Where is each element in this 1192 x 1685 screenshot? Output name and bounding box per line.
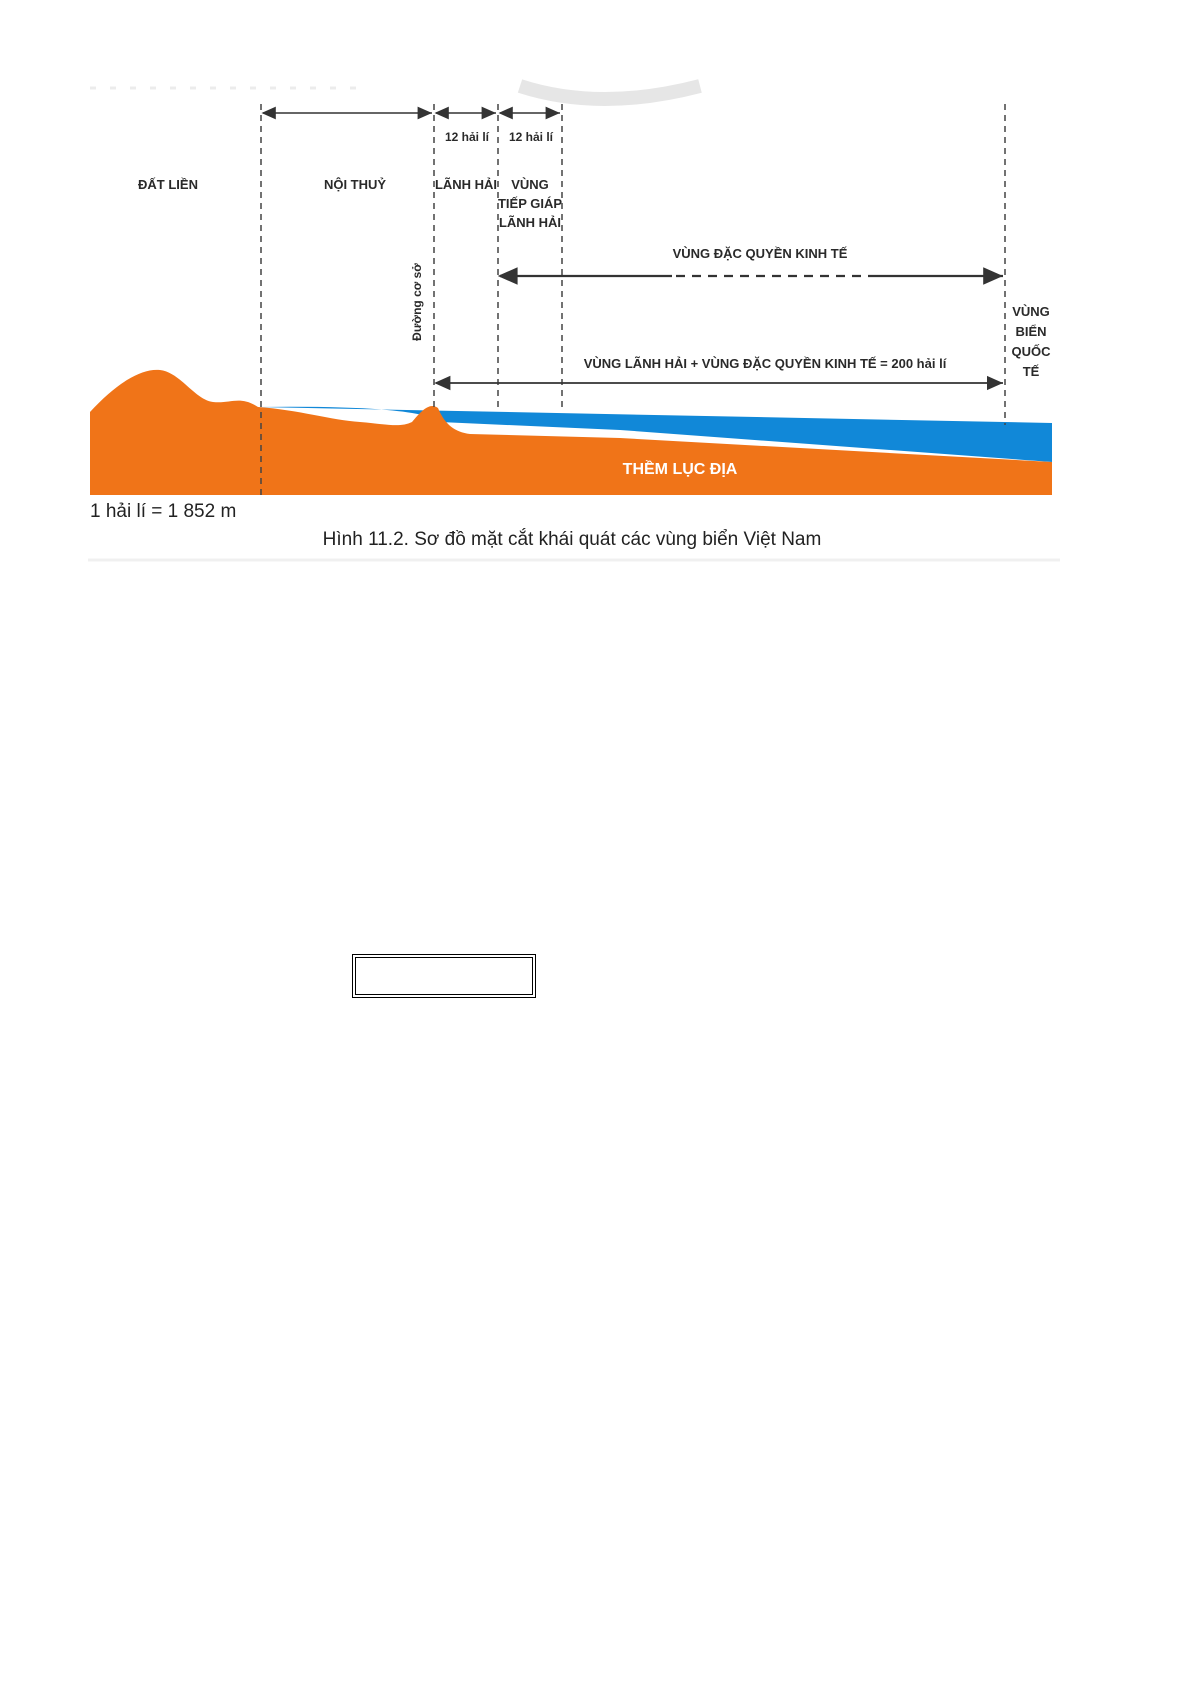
label-quoc-te-3: QUỐC [1011,344,1051,359]
label-12-a: 12 hải lí [444,130,490,144]
empty-answer-box [352,954,536,998]
label-vung-tiep-giap-3: LÃNH HẢI [498,215,562,230]
label-200: VÙNG LÃNH HẢI + VÙNG ĐẶC QUYỀN KINH TẾ = 200 hải lí [583,356,947,371]
label-dat-lien: ĐẤT LIỀN [138,177,198,192]
label-them-luc-dia: THỀM LỤC ĐỊA [622,461,738,478]
label-lanh-hai: LÃNH HẢI [434,177,498,192]
label-vung-tiep-giap-2: TIẾP GIÁP [497,196,563,211]
label-quoc-te-4: TẾ [1022,364,1040,379]
label-12-b: 12 hải lí [508,130,554,144]
label-duong-co-so: Đường cơ sở [410,263,424,341]
figure-caption: Hình 11.2. Sơ đồ mặt cắt khái quát các vùng biển Việt Nam [322,529,822,550]
label-quoc-te-2: BIỂN [1015,324,1047,339]
label-noi-thuy: NỘI THUỶ [323,177,387,192]
label-vung-tiep-giap-1: VÙNG [511,177,549,192]
label-quoc-te-1: VÙNG [1012,304,1050,319]
scale-note: 1 hải lí = 1 852 m [90,501,237,522]
label-vung-dac-quyen: VÙNG ĐẶC QUYỀN KINH TẾ [672,246,848,261]
faded-arc [520,86,700,99]
